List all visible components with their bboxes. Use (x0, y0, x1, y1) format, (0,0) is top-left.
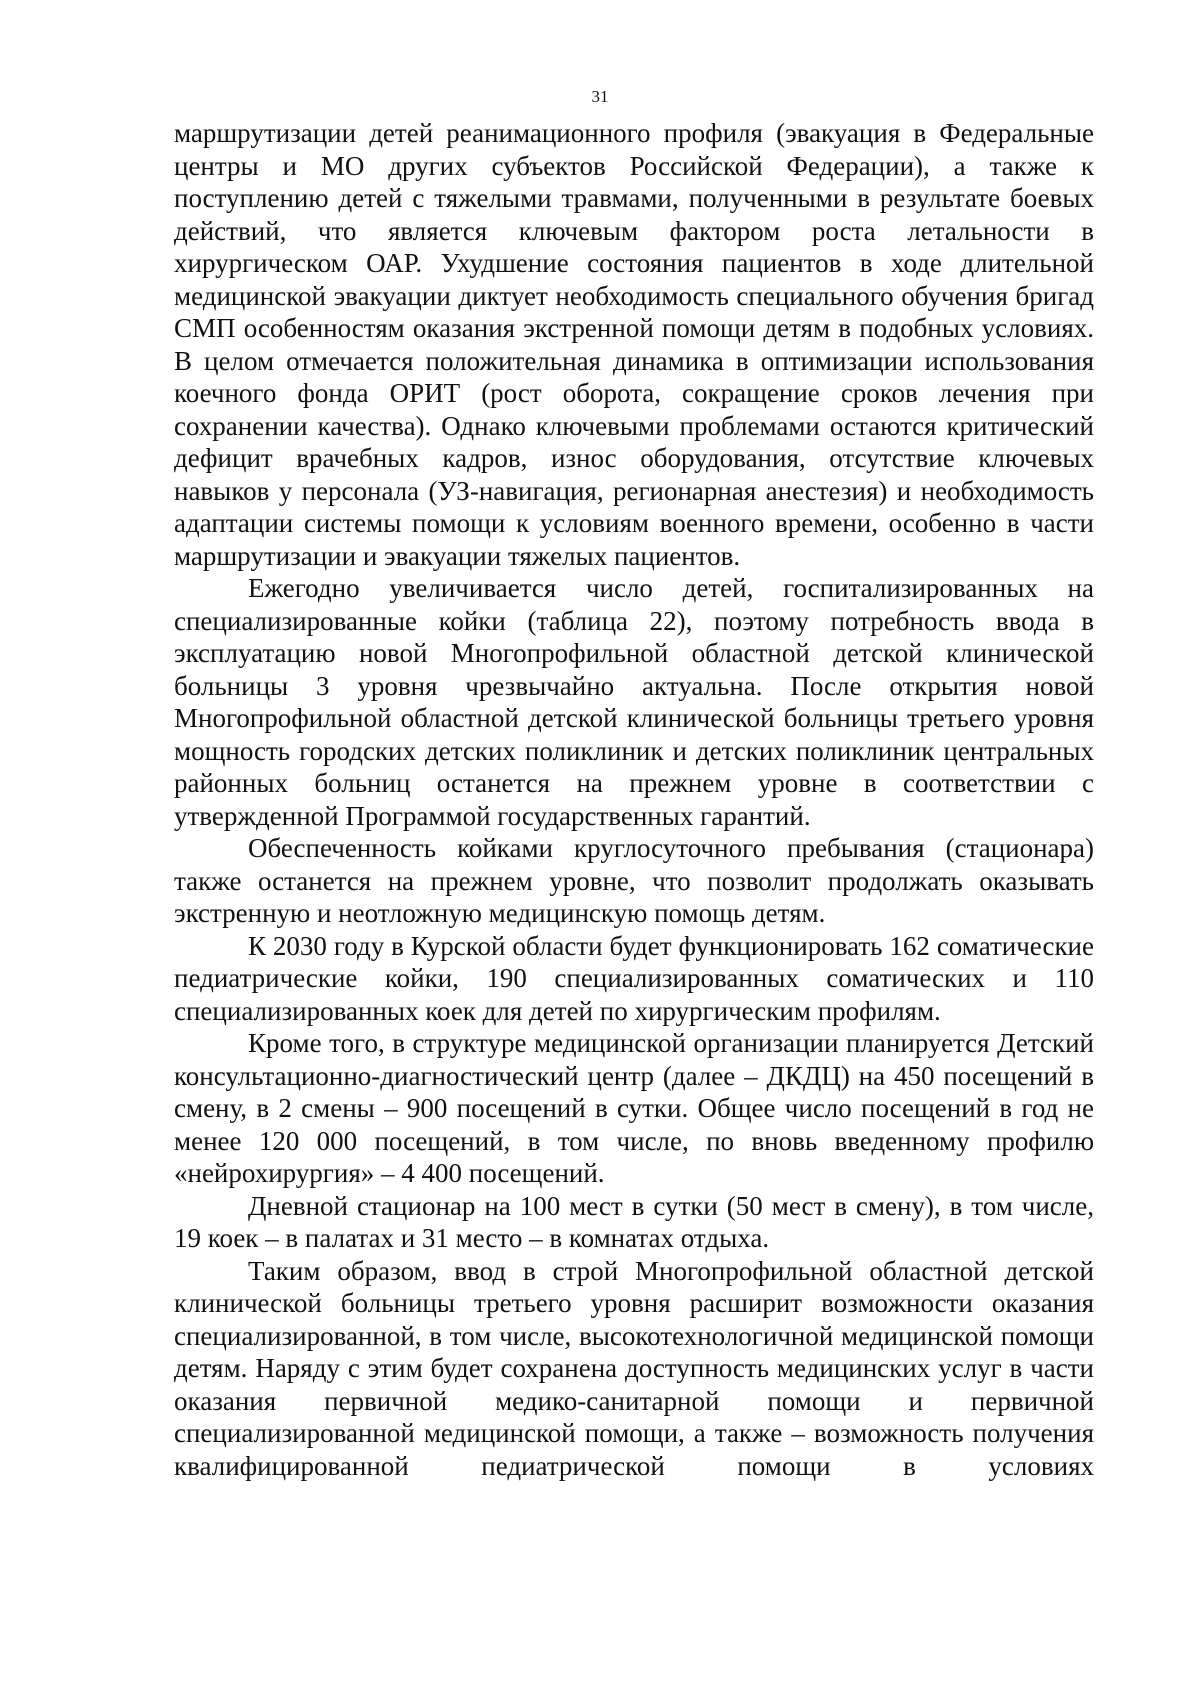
paragraph-day-hospital: Дневной стационар на 100 мест в сутки (50 мест в смену), в том числе, 19 коек – в палатах и 31 место – в комнатах отдыха. (174, 1190, 1094, 1253)
paragraph-continuation: маршрутизации детей реанимационного профиля (эвакуация в Федеральные центры и МО других субъектов Российской Федерации), а также к поступлению детей с тяжелыми травмами, полученными в результате боевых действий, что является ключевым фактором роста летальности в хирургическом ОАР. Ухудшение состояния пациентов в ходе длительной медицинской эвакуации диктует необходимость специального обучения бригад СМП особенностям оказания экстренной помощи детям в подобных условиях. В целом отмечается положительная динамика в оптимизации использования коечного фонда ОРИТ (рост оборота, сокращение сроков лечения при сохранении качества). Однако ключевыми проблемами остаются критический дефицит врачебных кадров, износ оборудования, отсутствие ключевых навыков у персонала (УЗ-навигация, регионарная анестезия) и необходимость адаптации системы помощи к условиям военного времени, особенно в части маршрутизации и эвакуации тяжелых пациентов. (174, 118, 1094, 571)
document-body (174, 117, 1094, 1482)
page-number: 31 (591, 87, 609, 106)
paragraph-consultation-center: Кроме того, в структуре медицинской организации планируется Детский консультационно-диагностический центр (далее – ДКДЦ) на 450 посещений в смену, в 2 смены – 900 посещений в сутки. Общее число посещений в год не менее 120 000 посещений, в том числе, по вновь введенному профилю «нейрохирургия» – 4 400 посещений. (174, 1028, 1094, 1188)
paragraph-conclusion: Таким образом, ввод в строй Многопрофильной областной детской клинической больницы третьего уровня расширит возможности оказания специализированной, в том числе, высокотехнологичной медицинской помощи детям. Наряду с этим будет сохранена доступность медицинских услуг в части оказания первичной медико-санитарной помощи и первичной специализированной медицинской помощи, а также – возможность получения квалифицированной педиатрической помощи в условиях (174, 1255, 1094, 1481)
paragraph-bed-provision: Обеспеченность койками круглосуточного пребывания (стационара) также останется на прежнем уровне, что позволит продолжать оказывать экстренную и неотложную медицинскую помощь детям. (174, 833, 1094, 928)
paragraph-beds-2030: К 2030 году в Курской области будет функционировать 162 соматические педиатрические койки, 190 специализированных соматических и 110 специализированных коек для детей по хирургическим профилям. (174, 930, 1094, 1026)
paragraph-hospitalization-growth: Ежегодно увеличивается число детей, госпитализированных на специализированные койки (таблица 22), поэтому потребность ввода в эксплуатацию новой Многопрофильной областной детской клинической больницы 3 уровня чрезвычайно актуальна. После открытия новой Многопрофильной областной детской клинической больницы третьего уровня мощность городских детских поликлиник и детских поликлиник центральных районных больниц останется на прежнем уровне в соответствии с утвержденной Программой государственных гарантий. (174, 573, 1094, 831)
